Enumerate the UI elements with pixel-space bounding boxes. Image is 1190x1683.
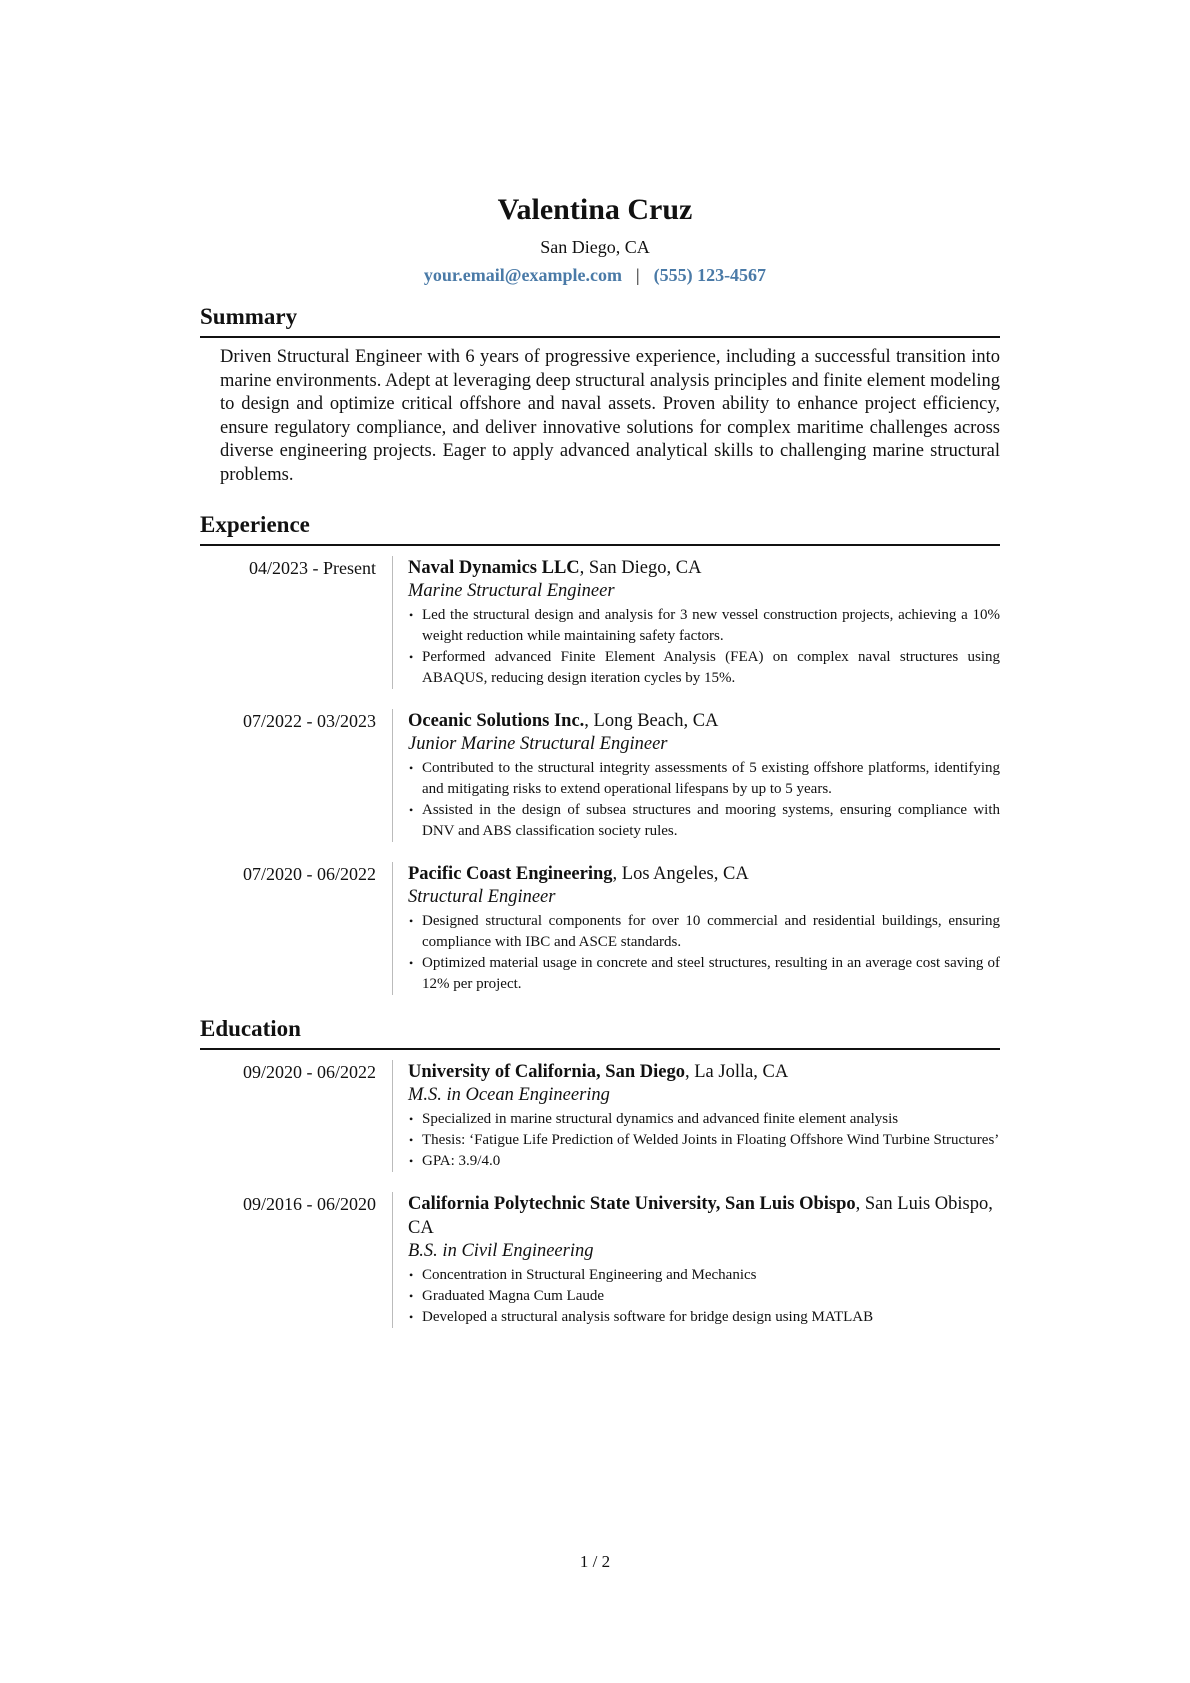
entry-body [392, 862, 1000, 995]
entry-location: , Los Angeles, CA [612, 864, 749, 884]
bullet-item: • Designed structural components for over 10 commercial and residential buildings, ensuring compliance with IBC and ASCE standards. [408, 911, 1000, 953]
entry-organization: Oceanic Solutions Inc. [408, 711, 585, 731]
experience-section [200, 510, 1000, 995]
entry-organization: California Polytechnic State University, San Luis Obispo [408, 1194, 856, 1214]
entry-title [408, 862, 1000, 886]
entry-date: 04/2023 - Present [249, 558, 376, 578]
entry-role: Marine Structural Engineer [408, 581, 615, 601]
entry-title [408, 556, 1000, 580]
education-section [200, 1014, 1000, 1328]
bullet-item: • Assisted in the design of subsea structures and mooring systems, ensuring compliance with DNV and ABS classification society rules. [408, 800, 1000, 842]
education-entry [200, 1060, 1000, 1172]
entry-title [408, 1060, 1000, 1084]
entry-date: 09/2016 - 06/2020 [243, 1194, 376, 1214]
entry-title [408, 709, 1000, 733]
entry-role: Junior Marine Structural Engineer [408, 734, 668, 754]
bullet-item: • Performed advanced Finite Element Analysis (FEA) on complex naval structures using ABAQUS, reducing design iteration cycles by 15%. [408, 647, 1000, 689]
bullet-item: • Thesis: ‘Fatigue Life Prediction of Welded Joints in Floating Offshore Wind Turbine Structures’ [408, 1130, 1000, 1151]
entry-organization: Naval Dynamics LLC [408, 558, 580, 578]
candidate-location: San Diego, CA [540, 237, 650, 257]
entry-bullets [408, 605, 1000, 689]
experience-entry [200, 709, 1000, 842]
bullet-item: • Contributed to the structural integrity assessments of 5 existing offshore platforms, identifying and mitigating risks to extend operational lifespans by up to 5 years. [408, 758, 1000, 800]
entry-date: 07/2022 - 03/2023 [243, 711, 376, 731]
section-title: Summary [200, 302, 1000, 338]
entry-location: , San Luis Obispo, CA [408, 1194, 993, 1238]
page-number: 1 / 2 [579, 1552, 611, 1571]
bullet-item: • Developed a structural analysis software for bridge design using MATLAB [408, 1307, 1000, 1328]
entry-body [392, 1060, 1000, 1172]
entry-role: Structural Engineer [408, 887, 556, 907]
bullet-item: • Specialized in marine structural dynamics and advanced finite element analysis [408, 1109, 1000, 1130]
entry-bullets [408, 758, 1000, 842]
entry-location: , San Diego, CA [579, 558, 702, 578]
bullet-item: • Led the structural design and analysis for 3 new vessel construction projects, achieving a 10% weight reduction while maintaining safety factors. [408, 605, 1000, 647]
section-title: Education [200, 1014, 1000, 1050]
entry-title [408, 1192, 1000, 1240]
email-link[interactable]: your.email@example.com [423, 265, 622, 285]
resume-header [0, 190, 1190, 288]
entry-bullets [408, 1109, 1000, 1172]
entry-body [392, 709, 1000, 842]
entry-organization: Pacific Coast Engineering [408, 864, 613, 884]
bullet-item: • Concentration in Structural Engineering and Mechanics [408, 1265, 1000, 1286]
candidate-name: Valentina Cruz [497, 193, 693, 226]
entry-body [392, 556, 1000, 689]
bullet-item: • GPA: 3.9/4.0 [408, 1151, 1000, 1172]
entry-degree: M.S. in Ocean Engineering [408, 1085, 610, 1105]
section-title: Experience [200, 510, 1000, 546]
entry-date: 09/2020 - 06/2022 [243, 1062, 376, 1082]
entry-body [392, 1192, 1000, 1328]
summary-text: Driven Structural Engineer with 6 years of progressive experience, including a successful transition into marine environments. Adept at leveraging deep structural analysis principles and finite element modeling to design and optimize critical offshore and naval assets. Proven ability to enhance project efficiency, ensure regulatory compliance, and deliver innovative solutions for complex maritime challenges across diverse engineering projects. Eager to apply advanced analytical skills to challenging marine structural problems. [220, 347, 1000, 485]
contact-line [0, 262, 1190, 288]
entry-bullets [408, 911, 1000, 995]
entry-degree: B.S. in Civil Engineering [408, 1241, 594, 1261]
contact-separator: | [635, 265, 640, 285]
experience-entry [200, 556, 1000, 689]
entry-date: 07/2020 - 06/2022 [243, 864, 376, 884]
entry-organization: University of California, San Diego [408, 1062, 685, 1082]
experience-entry [200, 862, 1000, 995]
phone-link[interactable]: (555) 123-4567 [653, 265, 767, 285]
entry-location: , La Jolla, CA [684, 1062, 789, 1082]
education-entry [200, 1192, 1000, 1328]
summary-section [200, 302, 1000, 487]
entry-location: , Long Beach, CA [584, 711, 719, 731]
bullet-item: • Optimized material usage in concrete and steel structures, resulting in an average cost saving of 12% per project. [408, 953, 1000, 995]
entry-bullets [408, 1265, 1000, 1328]
bullet-item: • Graduated Magna Cum Laude [408, 1286, 1000, 1307]
